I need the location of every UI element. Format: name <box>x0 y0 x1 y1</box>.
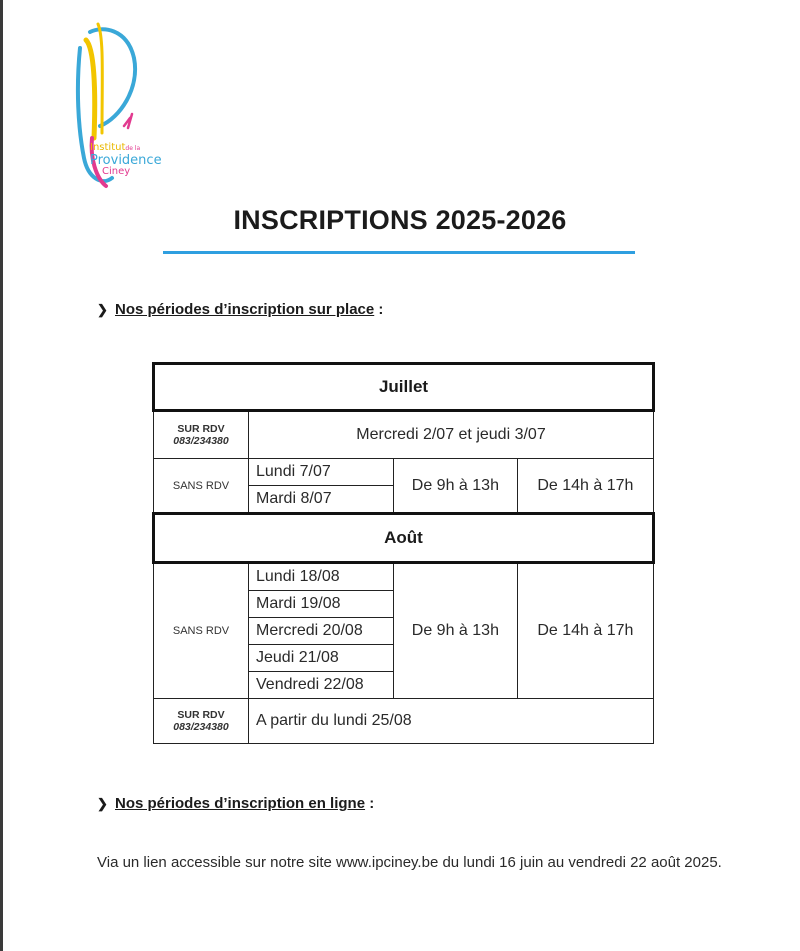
rdv-dates: Mercredi 2/07 et jeudi 3/07 <box>249 411 654 459</box>
section-heading-text: Nos périodes d’inscription en ligne <box>115 795 366 812</box>
schedule-table <box>152 362 655 744</box>
afternoon-hours: De 14h à 17h <box>517 459 653 514</box>
section-heading-sur-place <box>97 301 383 318</box>
table-row <box>154 411 654 459</box>
title-underline <box>163 251 635 254</box>
logo-line-1-small: de la <box>125 145 141 152</box>
section-heading-suffix: : <box>365 795 375 812</box>
afternoon-hours: De 14h à 17h <box>517 563 653 699</box>
day-cell: Lundi 18/08 <box>249 563 394 591</box>
section-heading-text: Nos périodes d’inscription sur place <box>115 301 375 318</box>
sans-rdv-label: SANS RDV <box>154 563 249 699</box>
logo-line-2: Providence <box>90 153 162 168</box>
rdv-phone: 083/234380 <box>173 721 229 733</box>
day-cell: Mardi 19/08 <box>249 591 394 618</box>
day-cell: Lundi 7/07 <box>249 459 394 486</box>
rdv-title: SUR RDV <box>177 709 225 721</box>
table-row <box>154 699 654 744</box>
rdv-phone: 083/234380 <box>173 435 229 447</box>
logo-line-3: Ciney <box>102 166 131 177</box>
sans-rdv-label: SANS RDV <box>154 459 249 514</box>
day-cell: Mercredi 20/08 <box>249 618 394 645</box>
table-row <box>154 459 654 486</box>
table-row <box>154 563 654 591</box>
morning-hours: De 9h à 13h <box>394 563 518 699</box>
logo-line-1: Institut <box>90 142 126 153</box>
section-heading-en-ligne <box>97 795 374 812</box>
day-cell: Mardi 8/07 <box>249 486 394 514</box>
logo-text <box>90 143 162 177</box>
sur-rdv-label <box>154 699 249 744</box>
table-row <box>154 514 654 563</box>
chevron-right-icon: ❯ <box>97 302 108 317</box>
page-left-border <box>0 0 3 951</box>
morning-hours: De 9h à 13h <box>394 459 518 514</box>
page-title: INSCRIPTIONS 2025-2026 <box>233 205 567 235</box>
chevron-right-icon: ❯ <box>97 796 108 811</box>
month-header-juillet: Juillet <box>154 364 654 411</box>
table-row <box>154 364 654 411</box>
sur-rdv-label <box>154 411 249 459</box>
rdv-dates: A partir du lundi 25/08 <box>249 699 654 744</box>
month-header-aout: Août <box>154 514 654 563</box>
day-cell: Jeudi 21/08 <box>249 645 394 672</box>
section-heading-suffix: : <box>374 301 384 318</box>
rdv-title: SUR RDV <box>177 423 225 435</box>
day-cell: Vendredi 22/08 <box>249 672 394 699</box>
online-registration-text: Via un lien accessible sur notre site www.ipciney.be du lundi 16 juin au vendredi 22 août 2025. <box>97 854 722 871</box>
